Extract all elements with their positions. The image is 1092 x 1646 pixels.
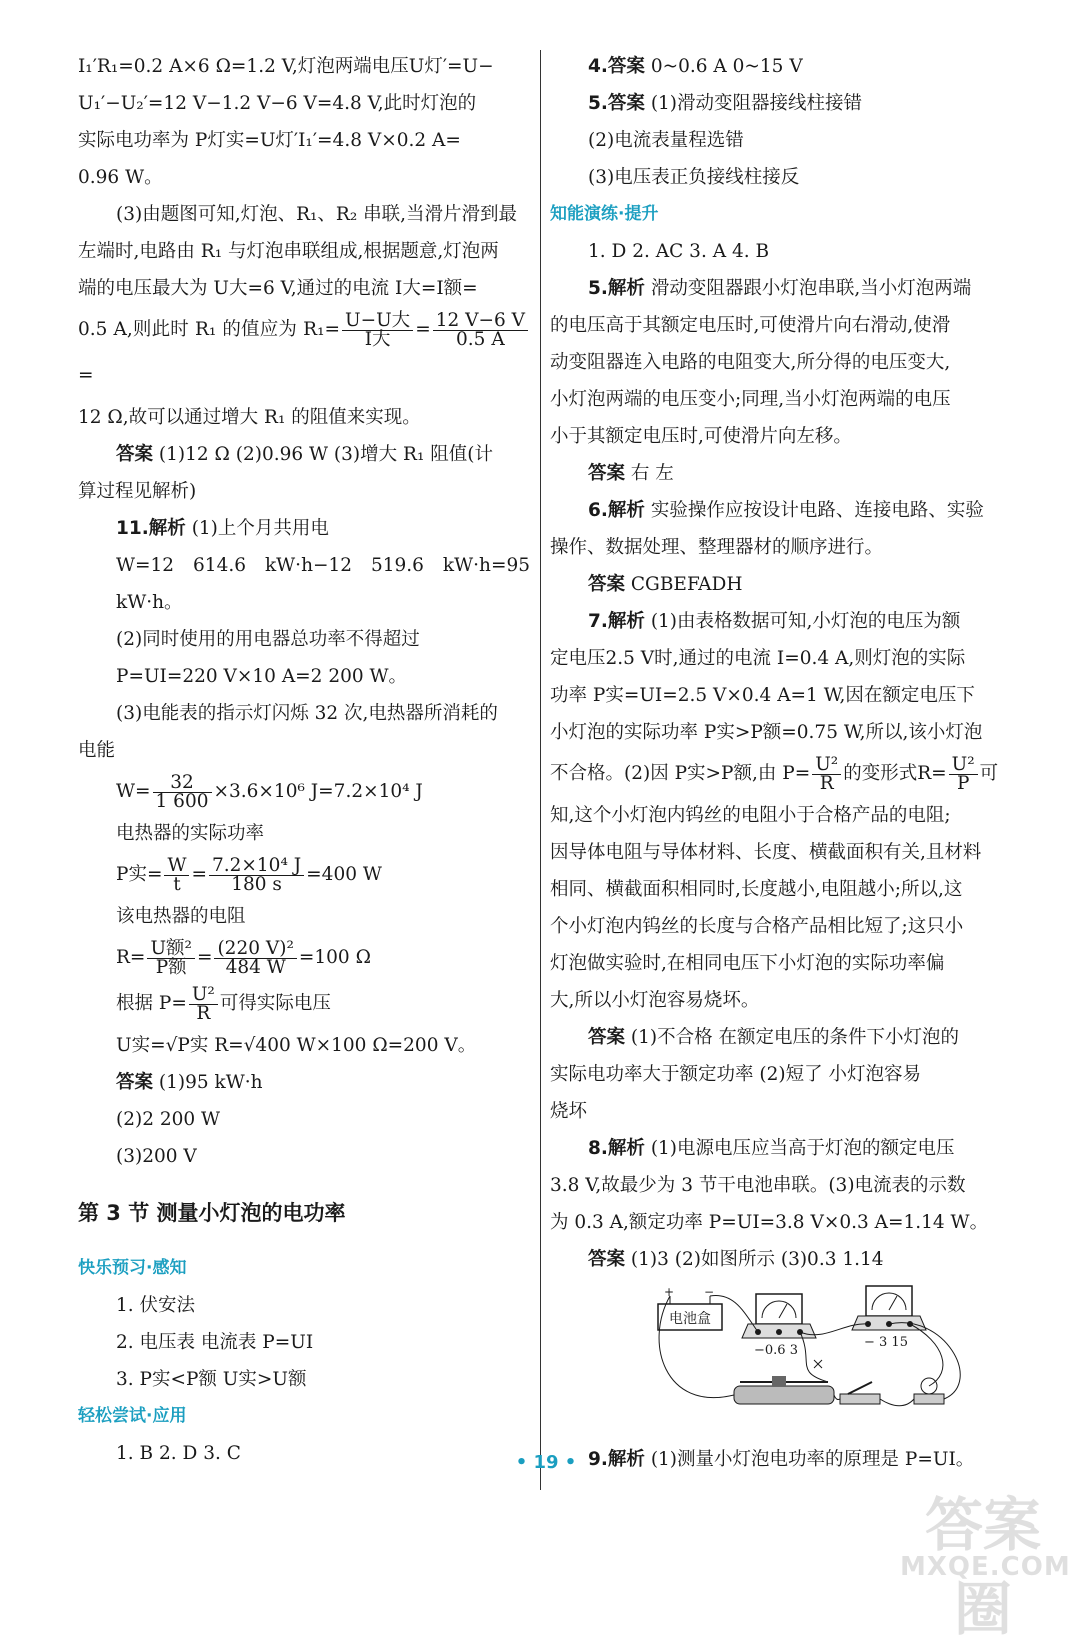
text-line: I₁′R₁=0.2 A×6 Ω=1.2 V,灯泡两端电压U灯′=U−: [78, 56, 494, 77]
voltmeter: [852, 1286, 926, 1330]
answer-line: 答案 (1)12 Ω (2)0.96 W (3)增大 R₁ 阻值(计: [116, 444, 493, 465]
fraction: $\frac{\text{U²}}{R}$: [812, 756, 841, 793]
fraction: $\frac{\text{U²}}{P}$: [949, 756, 978, 793]
text-line: (3)电能表的指示灯闪烁 32 次,电热器所消耗的: [116, 703, 498, 724]
answer-line: 答案 (1)95 kW·h: [116, 1072, 263, 1093]
question-11-header: 11.解析 (1)上个月共用电: [116, 518, 329, 539]
answer-line: 答案 (1)3 (2)如图所示 (3)0.3 1.14: [588, 1249, 884, 1270]
text-line: U实=√P实 R=√400 W×100 Ω=200 V。: [116, 1035, 477, 1056]
text-line: 小灯泡两端的电压变小;同理,当小灯泡两端的电压: [550, 389, 951, 410]
answer-line: 答案 CGBEFADH: [588, 574, 743, 595]
battery-plus: +: [664, 1285, 675, 1299]
text-line: 2. 电压表 电流表 P=UI: [116, 1332, 314, 1353]
fraction: $\frac{W}{t}$: [164, 857, 189, 894]
fraction: $\frac{32}{1 600}$: [153, 774, 212, 811]
text-line: 1. B 2. D 3. C: [116, 1443, 241, 1464]
voltmeter-terminals: − 3 15: [864, 1335, 908, 1350]
text-line: 的电压高于其额定电压时,可使滑片向右滑动,使滑: [550, 315, 951, 336]
equation-line: 不合格。(2)因 P实>P额,由 P= $\frac{\text{U²}}{R}$ 的变形式R= $\frac{\text{U²}}{P}$ 可: [550, 753, 999, 794]
text-line: 定电压2.5 V时,通过的电流 I=0.4 A,则灯泡的实际: [550, 648, 966, 669]
text-line: (2)同时使用的用电器总功率不得超过: [116, 629, 420, 650]
fraction: $\frac{12 V-6 V}{0.5 A}$: [433, 312, 528, 349]
text-line: W=12 614.6 kW·h−12 519.6 kW·h=95 kW·h。: [116, 555, 530, 613]
ammeter-terminals: −0.6 3: [754, 1343, 798, 1358]
text-line: 3. P实<P额 U实>U额: [116, 1369, 307, 1390]
watermark-glyph: 答案圈: [924, 1491, 1041, 1643]
text-line: (2)2 200 W: [116, 1109, 221, 1130]
section-header-try: 轻松尝试·应用: [78, 1406, 187, 1426]
text-line: (3)200 V: [116, 1146, 197, 1167]
text-line: 0.96 W。: [78, 167, 163, 188]
left-column: [78, 48, 530, 1472]
switch: [840, 1382, 880, 1404]
question-8-header: 8.解析 (1)电源电压应当高于灯泡的额定电压: [588, 1138, 955, 1159]
text-line: 1. 伏安法: [116, 1295, 196, 1316]
column-divider: [540, 50, 541, 1490]
rheostat: [734, 1376, 834, 1404]
text-line: P=UI=220 V×10 A=2 200 W。: [116, 666, 408, 687]
text-line: 知,这个小灯泡内钨丝的电阻小于合格产品的电阻;: [550, 805, 951, 826]
text-line: (3)电压表正负接线柱接反: [588, 167, 800, 188]
text-line: 小于其额定电压时,可使滑片向左移。: [550, 426, 852, 447]
text-line: 因导体电阻与导体材料、长度、横截面积有关,且材料: [550, 842, 982, 863]
text-line: 电热器的实际功率: [116, 823, 265, 844]
question-7-header: 7.解析 (1)由表格数据可知,小灯泡的电压为额: [588, 611, 961, 632]
battery-minus: −: [704, 1285, 715, 1299]
fraction: $\frac{\text{U−U大}}{\text{I大}}$: [342, 312, 413, 349]
text-line: (2)电流表量程选错: [588, 130, 744, 151]
fraction: $\frac{\text{U²}}{R}$: [189, 986, 218, 1023]
text-line: 实际电功率大于额定功率 (2)短了 小灯泡容易: [550, 1064, 921, 1085]
answer-line: 5.答案 (1)滑动变阻器接线柱接错: [588, 93, 863, 114]
question-5-header: 5.解析 滑动变阻器跟小灯泡串联,当小灯泡两端: [588, 278, 972, 299]
lamp: [914, 1378, 944, 1404]
text-line: 为 0.3 A,额定功率 P=UI=3.8 V×0.3 A=1.14 W。: [550, 1212, 989, 1233]
text-line: 个小灯泡内钨丝的长度与合格产品相比短了;这只小: [550, 916, 964, 937]
text-line: (3)由题图可知,灯泡、R₁、R₂ 串联,当滑片滑到最: [116, 204, 518, 225]
fraction: $\frac{\text{(220 V)²}}{484 W}$: [214, 940, 296, 977]
watermark: [900, 1478, 1071, 1643]
question-6-header: 6.解析 实验操作应按设计电路、连接电路、实验: [588, 500, 984, 521]
text-line: 大,所以小灯泡容易烧坏。: [550, 990, 760, 1011]
text-line: 12 Ω,故可以通过增大 R₁ 的阻值来实现。: [78, 407, 421, 428]
text-line: 灯泡做实验时,在相同电压下小灯泡的实际功率偏: [550, 953, 945, 974]
battery-label: 电池盒: [669, 1311, 711, 1327]
text-line: 实际电功率为 P灯实=U灯′I₁′=4.8 V×0.2 A=: [78, 130, 461, 151]
equation-line: W= $\frac{32}{1 600}$ ×3.6×10⁶ J=7.2×10⁴ J: [116, 771, 423, 812]
text-line: 动变阻器连入电路的电阻变大,所分得的电压变大,: [550, 352, 951, 373]
equation-line: P实= $\frac{W}{t}$ = $\frac{\text{7.2×10⁴ J}}{180 s}$ =400 W: [116, 854, 382, 895]
equation-line: 0.5 A,则此时 R₁ 的值应为 R₁= $\frac{\text{U−U大}}{\text{I大}}$ = $\frac{12 V-6 V}{0.5 A}$ =: [78, 307, 530, 399]
fraction: $\frac{\text{7.2×10⁴ J}}{180 s}$: [209, 857, 304, 894]
text-line: 3.8 V,故最少为 3 节干电池串联。(3)电流表的示数: [550, 1175, 966, 1196]
text-line: 左端时,电路由 R₁ 与灯泡串联组成,根据题意,灯泡两: [78, 241, 499, 262]
text-line: 相同、横截面积相同时,长度越小,电阻越小;所以,这: [550, 879, 963, 900]
watermark-text: MXQE.COM: [900, 1552, 1071, 1582]
text-line: U₁′−U₂′=12 V−1.2 V−6 V=4.8 V,此时灯泡的: [78, 93, 477, 114]
circuit-diagram: [644, 1282, 1004, 1432]
equation-line: R= $\frac{\text{U额²}}{\text{P额}}$ = $\frac{\text{(220 V)²}}{484 W}$ =100 Ω: [116, 937, 371, 978]
text-line: 该电热器的电阻: [116, 906, 246, 927]
text-line: 电能: [78, 740, 116, 761]
question-9-header: 9.解析 (1)测量小灯泡电功率的原理是 P=UI。: [588, 1449, 975, 1470]
text-line: 烧坏: [550, 1101, 588, 1122]
text-line: 小灯泡的实际功率 P实>P额=0.75 W,所以,该小灯泡: [550, 722, 983, 743]
equation-line: 根据 P= $\frac{\text{U²}}{R}$ 可得实际电压: [116, 983, 331, 1024]
text-line: 端的电压最大为 U大=6 V,通过的电流 I大=I额=: [78, 278, 478, 299]
section-header-preview: 快乐预习·感知: [78, 1258, 187, 1278]
right-column: [550, 48, 1006, 1478]
text-line: 操作、数据处理、整理器材的顺序进行。: [550, 537, 884, 558]
section-title: 第 3 节 测量小灯泡的电功率: [78, 1201, 346, 1225]
text-line: 算过程见解析): [78, 481, 197, 502]
section-header-practice: 知能演练·提升: [550, 204, 659, 224]
answer-line: 答案 (1)不合格 在额定电压的条件下小灯泡的: [588, 1027, 959, 1048]
ammeter: [742, 1294, 816, 1338]
text-line: 1. D 2. AC 3. A 4. B: [588, 241, 770, 262]
answer-line: 答案 右 左: [588, 463, 674, 484]
text-line: 功率 P实=UI=2.5 V×0.4 A=1 W,因在额定电压下: [550, 685, 975, 706]
page-number: • 19 •: [515, 1452, 577, 1473]
answer-line: 4.答案 0~0.6 A 0~15 V: [588, 56, 803, 77]
fraction: $\frac{\text{U额²}}{\text{P额}}$: [147, 940, 195, 977]
